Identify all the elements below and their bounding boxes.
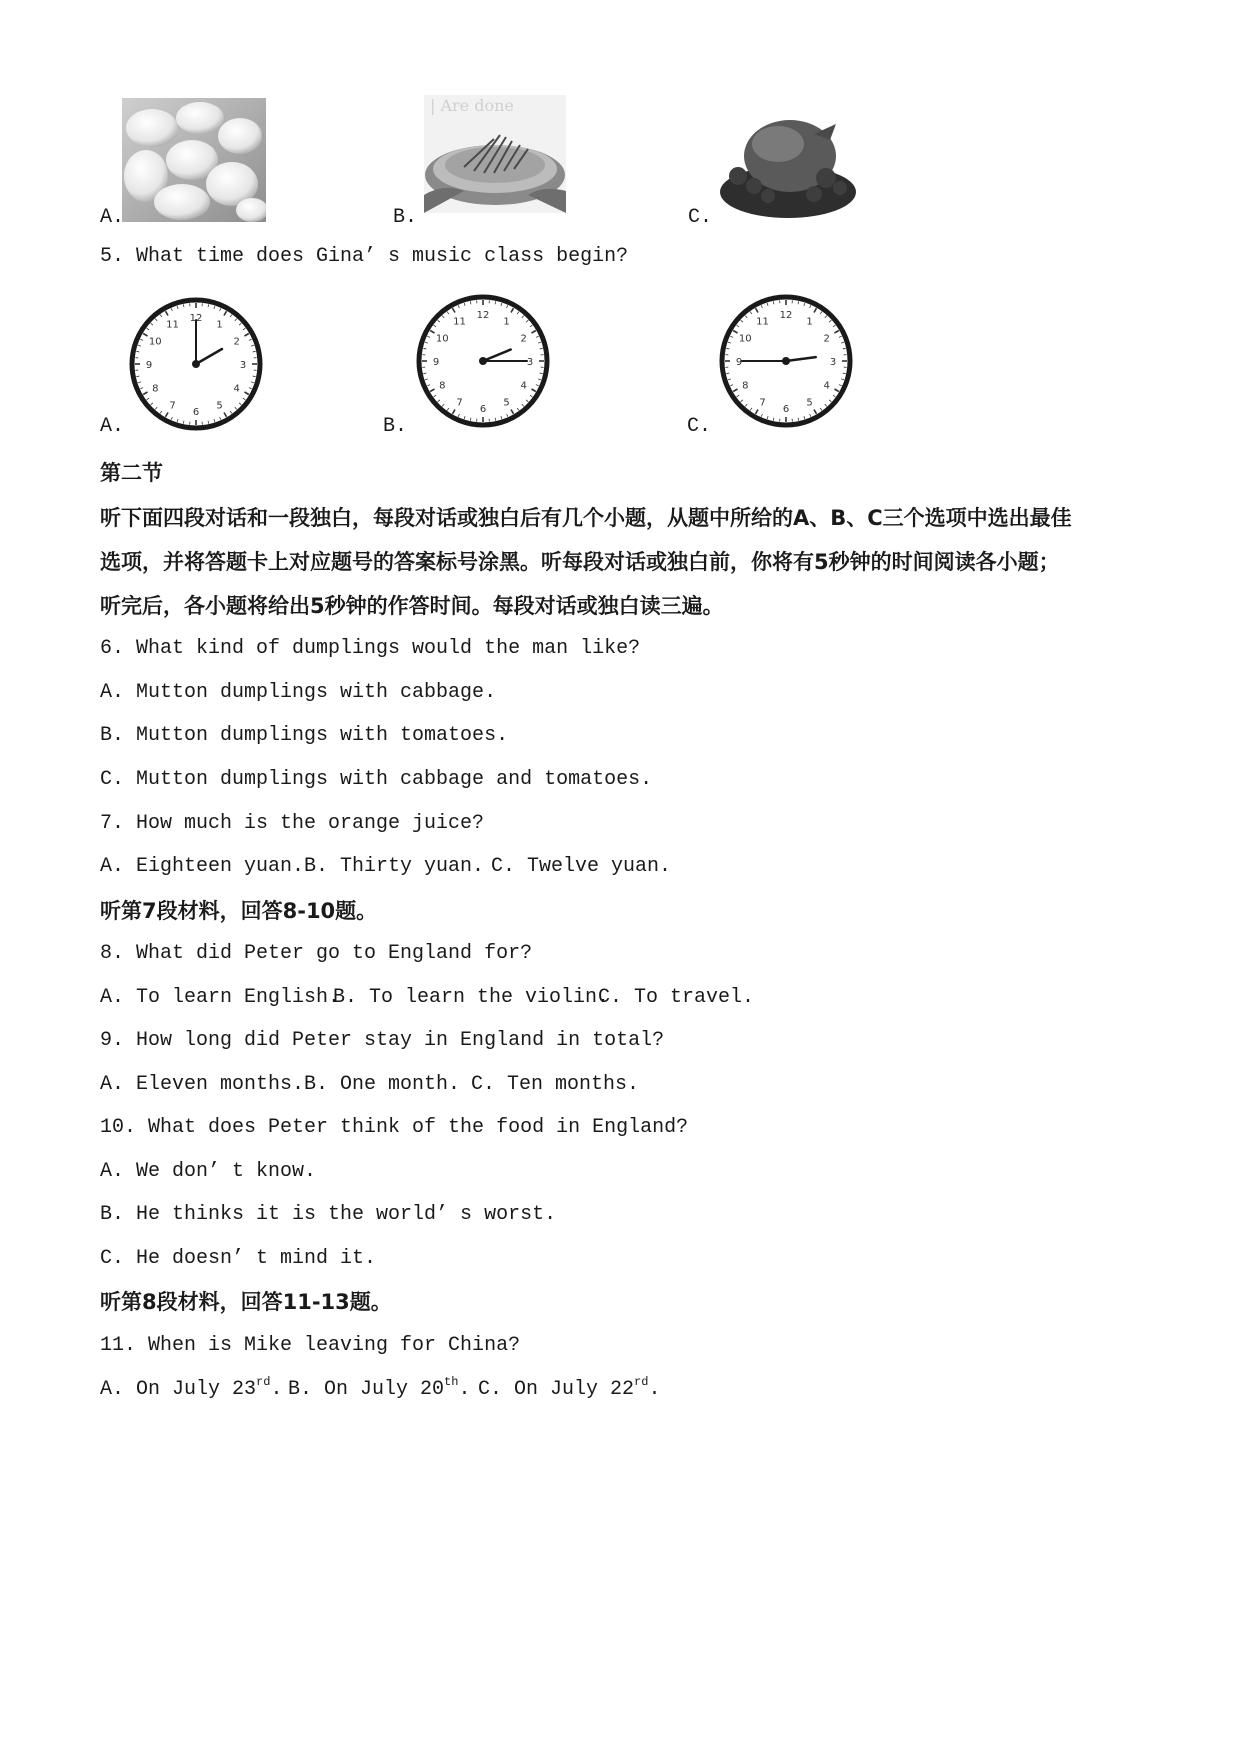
clock-number: 11 <box>756 316 769 328</box>
q7-option-b: B. Thirty yuan. <box>304 855 485 878</box>
q5-option-c-label: C. <box>687 415 712 438</box>
q11-option-a <box>100 1375 283 1401</box>
q11-option-b-period: . <box>458 1378 471 1401</box>
clock-2-45-icon <box>717 292 855 430</box>
clock-number: 1 <box>503 316 510 328</box>
q5-question: 5. What time does Gina’ s music class begin? <box>100 245 629 268</box>
clock-number: 10 <box>435 333 449 345</box>
q4-option-c-label: C. <box>688 206 713 229</box>
clock-number: 1 <box>216 319 223 331</box>
q11-option-a-text: A. On July 23 <box>100 1378 257 1401</box>
clock-number: 2 <box>823 333 830 345</box>
clock-number: 7 <box>759 397 766 409</box>
clock-number: 11 <box>166 319 179 331</box>
q11-option-b-sup: th <box>444 1375 459 1389</box>
clock-number: 5 <box>806 397 813 409</box>
q9-question: 9. How long did Peter stay in England in total? <box>100 1029 665 1052</box>
clock-center <box>479 357 487 365</box>
q7-option-c: C. Twelve yuan. <box>491 855 672 878</box>
clock-number: 8 <box>439 380 446 392</box>
clock-number: 7 <box>169 400 176 412</box>
clock-number: 7 <box>456 397 463 409</box>
clock-number: 3 <box>829 357 837 368</box>
clock-center <box>782 357 790 365</box>
q11-option-c <box>478 1375 661 1401</box>
clock-number: 2 <box>520 333 527 345</box>
clock-2-15-icon <box>414 292 552 430</box>
section-instructions-line1: 听下面四段对话和一段独白，每段对话或独白后有几个小题，从题中所给的A、B、C三个选项中选出最佳 <box>100 506 1072 530</box>
q8-option-b: B. To learn the violin. <box>333 986 610 1009</box>
clock-number: 6 <box>782 404 790 415</box>
clock-number: 5 <box>503 397 510 409</box>
q11-option-a-sup: rd <box>256 1375 271 1389</box>
q9-option-a: A. Eleven months. <box>100 1073 305 1096</box>
clock-number: 4 <box>823 380 830 392</box>
clock-number: 9 <box>145 360 153 371</box>
q6-option-c: C. Mutton dumplings with cabbage and tomatoes. <box>100 768 653 791</box>
q11-option-c-sup: rd <box>634 1375 649 1389</box>
q10-option-a: A. We don’ t know. <box>100 1160 317 1183</box>
part8-heading: 听第8段材料，回答11-13题。 <box>100 1290 392 1314</box>
section-instructions-line2: 选项，并将答题卡上对应题号的答案标号涂黑。听每段对话或独白前，你将有5秒钟的时间阅读各小题； <box>100 550 1060 574</box>
q4-option-b-label: B. <box>393 206 418 229</box>
clock-number: 10 <box>148 336 162 348</box>
clock-number: 1 <box>806 316 813 328</box>
q10-option-c: C. He doesn’ t mind it. <box>100 1247 377 1270</box>
clock-2-00-icon <box>127 295 265 433</box>
clock-number: 9 <box>432 357 440 368</box>
q9-option-c: C. Ten months. <box>471 1073 640 1096</box>
q8-option-a: A. To learn English. <box>100 986 341 1009</box>
q11-option-b <box>288 1375 471 1401</box>
clock-number: 2 <box>233 336 240 348</box>
q7-question: 7. How much is the orange juice? <box>100 812 485 835</box>
clock-number: 4 <box>520 380 527 392</box>
section-heading: 第二节 <box>100 461 163 485</box>
clock-number: 3 <box>526 357 534 368</box>
eggs-photo <box>122 98 266 222</box>
clock-number: 11 <box>453 316 466 328</box>
q7-option-a: A. Eighteen yuan. <box>100 855 305 878</box>
clock-number: 3 <box>239 360 247 371</box>
clock-number: 6 <box>192 407 200 418</box>
section-instructions-line3: 听完后，各小题将给出5秒钟的作答时间。每段对话或独白读三遍。 <box>100 594 724 618</box>
clock-number: 12 <box>779 310 793 321</box>
q4-option-a-label: A. <box>100 206 125 229</box>
clock-number: 8 <box>152 383 159 395</box>
q6-option-a: A. Mutton dumplings with cabbage. <box>100 681 497 704</box>
q10-question: 10. What does Peter think of the food in England? <box>100 1116 689 1139</box>
q6-option-b: B. Mutton dumplings with tomatoes. <box>100 724 509 747</box>
clock-number: 12 <box>189 313 203 324</box>
q9-option-b: B. One month. <box>304 1073 461 1096</box>
q5-option-b-label: B. <box>383 415 408 438</box>
q11-option-a-period: . <box>270 1378 283 1401</box>
q8-question: 8. What did Peter go to England for? <box>100 942 533 965</box>
clock-number: 12 <box>476 310 490 321</box>
svg-text:| Are done: | Are done <box>430 96 514 115</box>
q5-option-a-label: A. <box>100 415 125 438</box>
q10-option-b: B. He thinks it is the world’ s worst. <box>100 1203 557 1226</box>
q11-option-b-text: B. On July 20 <box>288 1378 445 1401</box>
part7-heading: 听第7段材料，回答8-10题。 <box>100 899 378 923</box>
fish-dish-photo <box>424 95 566 213</box>
clock-number: 8 <box>742 380 749 392</box>
q6-question: 6. What kind of dumplings would the man like? <box>100 637 641 660</box>
q11-option-c-period: . <box>648 1378 661 1401</box>
clock-number: 9 <box>735 357 743 368</box>
clock-number: 5 <box>216 400 223 412</box>
q11-question: 11. When is Mike leaving for China? <box>100 1334 521 1357</box>
q11-option-c-text: C. On July 22 <box>478 1378 635 1401</box>
q8-option-c: C. To travel. <box>598 986 755 1009</box>
clock-center <box>192 360 200 368</box>
clock-number: 10 <box>738 333 752 345</box>
clock-number: 6 <box>479 404 487 415</box>
clock-number: 4 <box>233 383 240 395</box>
roast-duck-photo <box>718 96 858 222</box>
